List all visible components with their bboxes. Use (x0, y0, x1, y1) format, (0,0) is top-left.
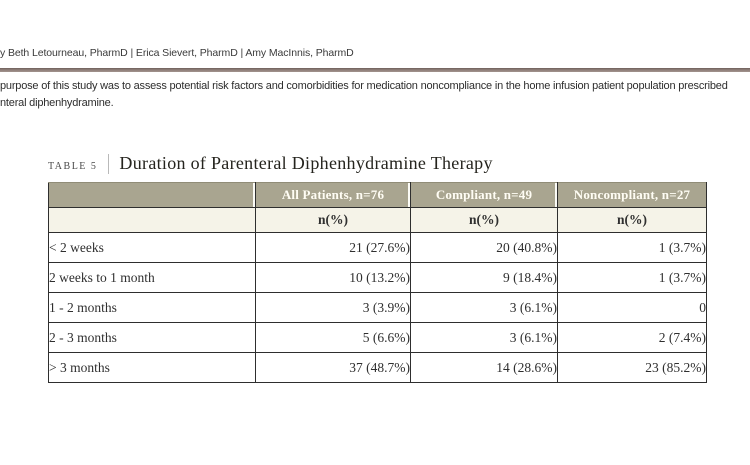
value-cell: 2 (7.4%) (558, 323, 707, 353)
value-cell: 1 (3.7%) (558, 233, 707, 263)
row-label-cell: 2 weeks to 1 month (49, 263, 256, 293)
table-corner-cell (49, 183, 256, 208)
unit-cell: n(%) (256, 208, 411, 233)
table-row (49, 353, 707, 383)
value-cell: 3 (3.9%) (256, 293, 411, 323)
table-row (49, 323, 707, 353)
table-row (49, 263, 707, 293)
row-label-cell: > 3 months (49, 353, 256, 383)
table-row (49, 293, 707, 323)
unit-cell: n(%) (558, 208, 707, 233)
value-cell: 10 (13.2%) (256, 263, 411, 293)
value-cell: 1 (3.7%) (558, 263, 707, 293)
row-label-cell: < 2 weeks (49, 233, 256, 263)
row-label-cell: 2 - 3 months (49, 323, 256, 353)
unit-row (49, 208, 707, 233)
table-row (49, 233, 707, 263)
abstract-text-line1: purpose of this study was to assess potential risk factors and comorbidities for medication noncompliance in the home infusion patient population prescribed (0, 80, 728, 92)
column-header-all-patients: All Patients, n=76 (256, 183, 411, 208)
duration-table (48, 182, 707, 383)
value-cell: 9 (18.4%) (411, 263, 558, 293)
value-cell: 23 (85.2%) (558, 353, 707, 383)
table-title: Duration of Parenteral Diphenhydramine Therapy (119, 153, 493, 173)
author-byline: y Beth Letourneau, PharmD | Erica Sievert, PharmD | Amy MacInnis, PharmD (0, 47, 354, 59)
caption-divider-bar (108, 154, 109, 174)
table-header-row (49, 183, 707, 208)
table-number-label: TABLE 5 (48, 161, 98, 172)
column-header-compliant: Compliant, n=49 (411, 183, 558, 208)
unit-cell: n(%) (411, 208, 558, 233)
row-label-cell: 1 - 2 months (49, 293, 256, 323)
value-cell: 37 (48.7%) (256, 353, 411, 383)
value-cell: 5 (6.6%) (256, 323, 411, 353)
section-divider-rule (0, 68, 750, 72)
unit-corner-cell (49, 208, 256, 233)
column-header-noncompliant: Noncompliant, n=27 (558, 183, 707, 208)
abstract-text-line2: nteral diphenhydramine. (0, 97, 114, 109)
value-cell: 3 (6.1%) (411, 323, 558, 353)
value-cell: 14 (28.6%) (411, 353, 558, 383)
value-cell: 0 (558, 293, 707, 323)
value-cell: 21 (27.6%) (256, 233, 411, 263)
value-cell: 3 (6.1%) (411, 293, 558, 323)
table-caption (48, 153, 493, 174)
value-cell: 20 (40.8%) (411, 233, 558, 263)
